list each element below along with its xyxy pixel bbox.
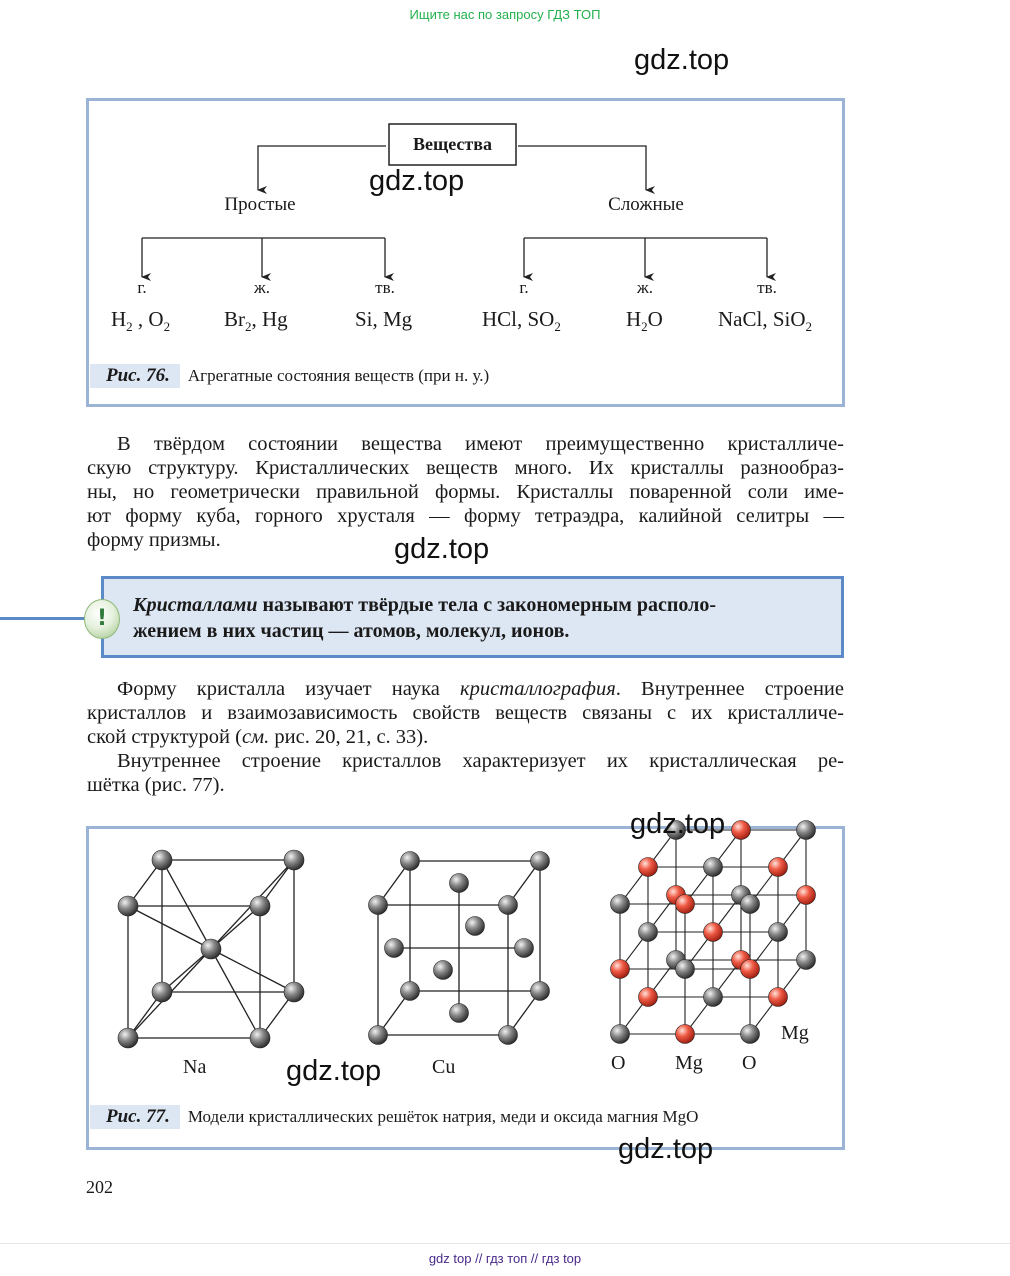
formula-simple-liquid: $Br_2$, Hg xyxy=(224,307,288,335)
metal-atom xyxy=(611,895,630,914)
metal-atom xyxy=(531,982,550,1001)
complex-label: Сложные xyxy=(608,194,684,215)
definition-marker-line xyxy=(0,617,86,620)
definition-line2: жением в них частиц — атомов, молекул, ионов. xyxy=(133,620,570,642)
metal-atom xyxy=(531,852,550,871)
root-label: Вещества xyxy=(413,134,492,154)
oxygen-atom xyxy=(769,858,788,877)
metal-atom xyxy=(284,850,304,870)
label-o: O xyxy=(611,1052,626,1074)
page-number: 202 xyxy=(86,1177,113,1197)
text-line: ют форму куба, горного хрусталя — форму тетраэдра, калийной селитры — xyxy=(87,505,844,527)
metal-atom xyxy=(369,896,388,915)
metal-atom xyxy=(152,850,172,870)
metal-atom xyxy=(118,1028,138,1048)
bottom-banner: gdz top // гдз топ // гдз top xyxy=(428,1251,582,1266)
copper-lattice xyxy=(369,852,550,1045)
formula-simple-gas: $H_2$ , $O_2$ xyxy=(111,307,171,335)
text-line xyxy=(87,725,844,749)
formula-complex-liquid: $H_2O$ xyxy=(626,307,663,335)
definition-line1: называют твёрдые тела с закономерным располо- xyxy=(257,594,717,616)
watermark: gdz.top xyxy=(634,44,730,76)
label-na: Na xyxy=(183,1056,207,1078)
metal-atom xyxy=(284,982,304,1002)
metal-atom xyxy=(611,1025,630,1044)
formula-complex-solid: NaCl, SiO$_2$ xyxy=(718,307,813,335)
metal-atom xyxy=(676,960,695,979)
text-line: кристаллов и взаимозависимость свойств веществ связаны с их кристалличе- xyxy=(87,702,844,724)
caption-label: Рис. 77. xyxy=(90,1105,180,1129)
text-part: Форму кристалла изучает наука xyxy=(117,678,461,700)
state-label: ж. xyxy=(254,278,270,297)
figure-77-caption xyxy=(90,1105,698,1129)
watermark: gdz.top xyxy=(394,533,490,565)
top-banner: Ищите нас по запросу ГДЗ ТОП xyxy=(409,7,601,22)
metal-atom xyxy=(385,939,404,958)
metal-atom xyxy=(466,917,485,936)
oxygen-atom xyxy=(639,858,658,877)
oxygen-atom xyxy=(611,960,630,979)
metal-atom xyxy=(797,821,816,840)
metal-atom xyxy=(369,1026,388,1045)
state-label: тв. xyxy=(375,278,395,297)
metal-atom xyxy=(797,951,816,970)
metal-atom xyxy=(152,982,172,1002)
oxygen-atom xyxy=(704,923,723,942)
metal-atom xyxy=(499,896,518,915)
oxygen-atom xyxy=(797,886,816,905)
bottom-divider xyxy=(0,1243,1010,1244)
oxygen-atom xyxy=(769,988,788,1007)
metal-atom xyxy=(704,988,723,1007)
magnesium-oxide-lattice xyxy=(611,821,816,1044)
oxygen-atom xyxy=(741,960,760,979)
text-line: Внутреннее строение кристаллов характеризует их кристаллическая ре- xyxy=(117,750,844,772)
oxygen-atom xyxy=(639,988,658,1007)
metal-atom xyxy=(499,1026,518,1045)
oxygen-atom xyxy=(676,1025,695,1044)
text-part: ской структурой ( xyxy=(87,726,242,748)
oxygen-atom xyxy=(732,821,751,840)
text-line: шётка (рис. 77). xyxy=(87,774,225,796)
metal-atom xyxy=(769,923,788,942)
text-line: скую структуру. Кристаллических веществ много. Их кристаллы разнообраз- xyxy=(87,457,844,479)
definition-term: Кристаллами xyxy=(133,594,258,616)
metal-atom xyxy=(250,1028,270,1048)
watermark: gdz.top xyxy=(618,1133,714,1165)
sodium-lattice xyxy=(118,850,304,1048)
state-label: г. xyxy=(519,278,529,297)
metal-atom xyxy=(639,923,658,942)
metal-atom xyxy=(515,939,534,958)
state-label: тв. xyxy=(757,278,777,297)
caption-text: Агрегатные состояния веществ (при н. у.) xyxy=(187,366,490,385)
text-line: ны, но геометрически правильной формы. Кристаллы поваренной соли име- xyxy=(87,481,844,503)
watermark: gdz.top xyxy=(630,808,726,840)
metal-atom xyxy=(434,961,453,980)
caption-label: Рис. 76. xyxy=(90,364,180,388)
term-crystallography: кристаллография xyxy=(460,678,616,700)
exclamation-icon: ! xyxy=(84,599,120,639)
state-label: ж. xyxy=(637,278,653,297)
metal-atom xyxy=(118,896,138,916)
label-cu: Cu xyxy=(432,1056,456,1078)
paragraph-2 xyxy=(87,677,844,797)
label-mg: Mg xyxy=(781,1022,809,1044)
text-part: рис. 20, 21, с. 33). xyxy=(269,726,429,748)
figure-77-lattices xyxy=(0,820,1010,1080)
caption-text: Модели кристаллических решёток натрия, меди и оксида магния MgO xyxy=(187,1107,699,1126)
text-line: В твёрдом состоянии вещества имеют преимущественно кристалличе- xyxy=(117,433,844,455)
label-mg: Mg xyxy=(675,1052,703,1074)
metal-atom xyxy=(450,1004,469,1023)
text-part: . Внутреннее строение xyxy=(615,678,844,700)
watermark: gdz.top xyxy=(286,1055,382,1087)
text-line: форму призмы. xyxy=(87,529,221,551)
formula-simple-solid: Si, Mg xyxy=(355,307,413,331)
state-label: г. xyxy=(137,278,147,297)
metal-atom xyxy=(741,1025,760,1044)
metal-atom xyxy=(704,858,723,877)
metal-atom xyxy=(201,939,221,959)
metal-atom xyxy=(401,852,420,871)
figure-76-caption xyxy=(90,364,489,388)
text-part: см. xyxy=(241,726,270,748)
formula-complex-gas: HCl, $SO_2$ xyxy=(482,307,561,335)
metal-atom xyxy=(401,982,420,1001)
watermark: gdz.top xyxy=(369,165,465,197)
metal-atom xyxy=(741,895,760,914)
figure-76-schema-lines xyxy=(0,0,1010,420)
label-o: O xyxy=(742,1052,757,1074)
metal-atom xyxy=(450,874,469,893)
metal-atom xyxy=(250,896,270,916)
oxygen-atom xyxy=(676,895,695,914)
definition-text xyxy=(133,592,833,644)
simple-label: Простые xyxy=(224,194,296,215)
text-line xyxy=(87,677,844,701)
